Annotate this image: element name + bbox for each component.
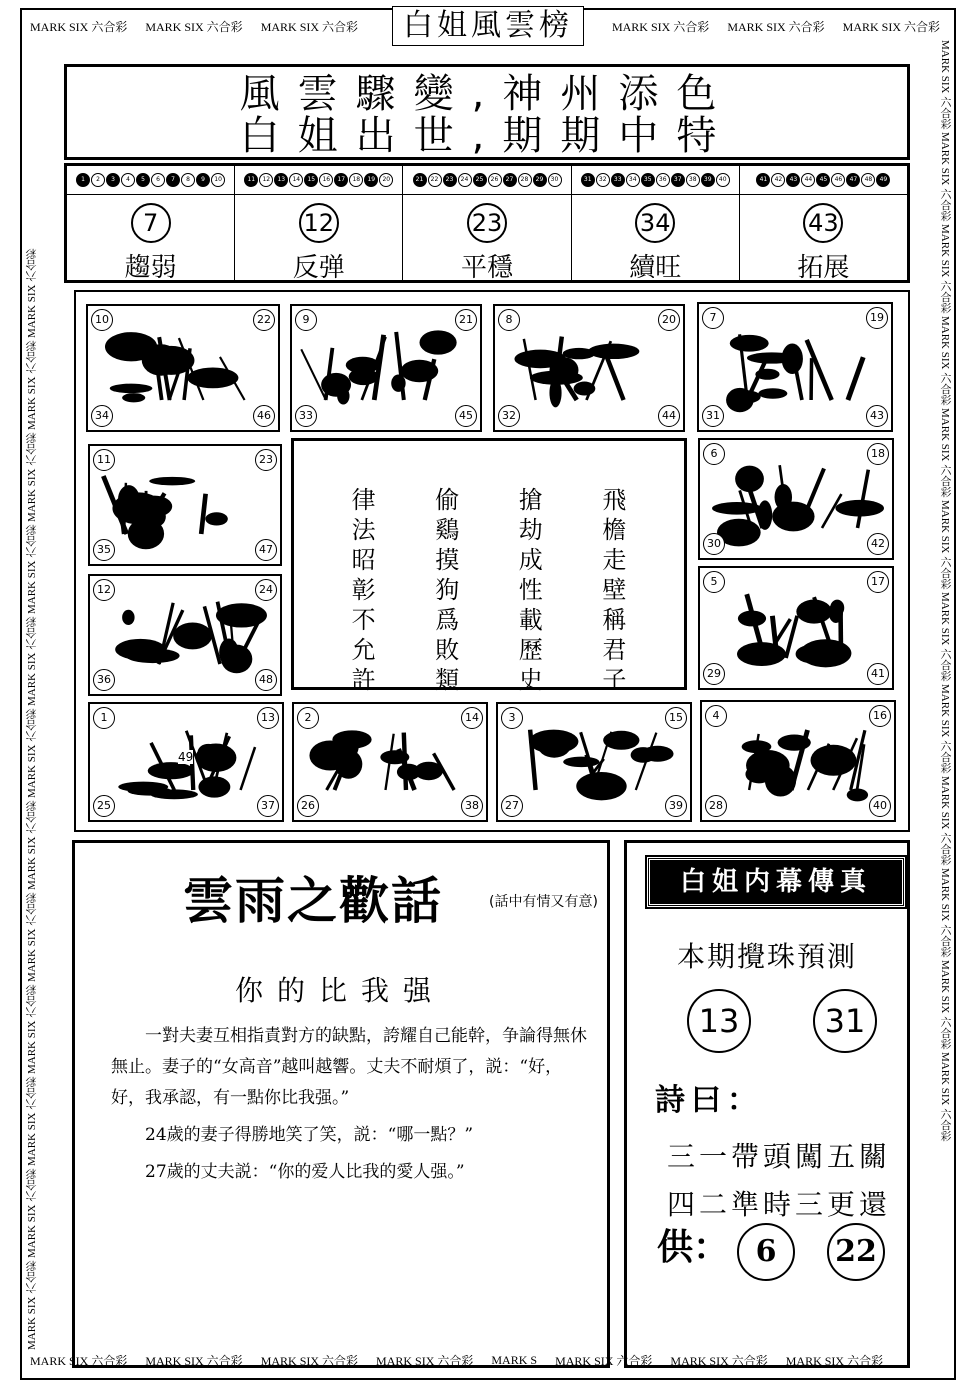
- story-paragraph: 一對夫妻互相指責對方的缺點，誇耀自己能幹，争論得無休無止。妻子的“女高音”越叫越響。丈夫不耐煩了，説：“好，好，我承認，有一點你比我强。”: [111, 1026, 587, 1108]
- ink-blob: [747, 352, 796, 363]
- watermark-text: MARK SIX 六合彩: [26, 340, 38, 431]
- corner-number: 11: [93, 449, 115, 471]
- center-number: 49: [178, 750, 194, 764]
- number-ball: 28: [518, 173, 532, 187]
- ink-blob: [563, 757, 599, 768]
- zodiac-picture: [86, 304, 280, 432]
- corner-number: 17: [867, 571, 889, 593]
- watermark-text: MARK SIX 六合彩: [26, 1260, 38, 1350]
- corner-number: 37: [257, 795, 279, 817]
- number-ball: 7: [166, 173, 180, 187]
- trend-cell: [67, 166, 235, 283]
- trend-label: 拓展: [797, 253, 850, 283]
- corner-number: 16: [869, 705, 891, 727]
- ink-stroke: [404, 733, 406, 790]
- watermark-text: MARK SIX 六合彩: [842, 19, 940, 34]
- corner-number: 33: [295, 405, 317, 427]
- corner-number: 47: [255, 539, 277, 561]
- watermark-text: MARK SIX 六合彩: [939, 407, 951, 498]
- zodiac-picture: [700, 700, 896, 822]
- ball-row: [740, 166, 907, 195]
- corner-number: 45: [455, 405, 477, 427]
- ink-blob: [105, 332, 157, 361]
- ink-blob: [631, 747, 656, 763]
- trend-cell: [572, 166, 740, 283]
- number-ball: 32: [596, 173, 610, 187]
- corner-number: 20: [658, 309, 680, 331]
- corner-number: 24: [255, 579, 277, 601]
- number-ball: 9: [196, 173, 210, 187]
- ink-blob: [419, 330, 456, 354]
- corner-number: 18: [867, 443, 889, 465]
- ink-sketch-illustration: [498, 704, 690, 820]
- watermark-text: MARK SIX 六合彩: [939, 40, 951, 130]
- number-ball: 13: [274, 173, 288, 187]
- ink-stroke: [840, 605, 841, 658]
- watermark-text: MARK SIX 六合彩: [939, 499, 951, 590]
- number-ball: 29: [533, 173, 547, 187]
- watermark-text: MARK SIX 六合彩: [939, 591, 951, 682]
- ink-sketch-illustration: [88, 306, 278, 430]
- number-ball: 27: [503, 173, 517, 187]
- corner-number: 2: [297, 707, 319, 729]
- corner-number: 8: [498, 309, 520, 331]
- page-title: 白姐風雲榜: [392, 6, 584, 46]
- watermark-text: MARK SIX 六合彩: [785, 1353, 884, 1368]
- watermark-text: MARK SIX 六合彩: [26, 524, 38, 615]
- ball-row: [572, 166, 739, 195]
- ink-stroke: [858, 470, 869, 528]
- number-ball: 43: [786, 173, 800, 187]
- ink-sketch-illustration: [700, 440, 892, 558]
- corner-number: 43: [866, 405, 888, 427]
- zodiac-picture: [290, 304, 482, 432]
- number-ball: 48: [861, 173, 875, 187]
- zodiac-picture: [493, 304, 685, 432]
- corner-number: 34: [91, 405, 113, 427]
- watermark-text: MARK SIX 六合彩: [260, 19, 359, 34]
- ink-blob: [800, 639, 851, 667]
- number-ball: 26: [488, 173, 502, 187]
- trend-number: 23: [467, 203, 507, 243]
- corner-number: 30: [703, 533, 725, 555]
- trend-label: 平穩: [461, 253, 514, 283]
- zodiac-picture: [88, 574, 282, 696]
- number-ball: 23: [443, 173, 457, 187]
- number-ball: 34: [626, 173, 640, 187]
- number-ball: 44: [801, 173, 815, 187]
- poem-column: 飛檐走壁稱君子: [602, 486, 627, 694]
- trend-number-panel: [64, 163, 910, 283]
- corner-number: 13: [257, 707, 279, 729]
- supply-number: 22: [827, 1223, 885, 1281]
- trend-cell: [235, 166, 403, 283]
- trend-label: 趨弱: [124, 253, 177, 283]
- ink-blob: [115, 639, 165, 660]
- poem-heading: 詩曰：: [655, 1083, 763, 1118]
- number-ball: 11: [244, 173, 258, 187]
- story-title: 雲雨之歡話: [183, 871, 443, 930]
- zodiac-picture: [292, 702, 488, 822]
- watermark-text: MARK SIX 六合彩: [555, 1353, 653, 1368]
- number-ball: 33: [611, 173, 625, 187]
- corner-number: 1: [93, 707, 115, 729]
- corner-number: 39: [665, 795, 687, 817]
- ink-stroke: [201, 494, 205, 534]
- number-ball: 19: [364, 173, 378, 187]
- watermark-text: MARK SIX 六合彩: [727, 19, 825, 34]
- story-heading: 你的比我强: [235, 974, 446, 1007]
- corner-number: 41: [867, 663, 889, 685]
- watermark-text: MARK SIX 六合彩: [939, 131, 951, 222]
- watermark-left: [24, 40, 46, 1350]
- watermark-text: MARK SIX 六合彩: [939, 867, 951, 958]
- number-ball: 12: [259, 173, 273, 187]
- number-ball: 8: [181, 173, 195, 187]
- zodiac-picture: [496, 702, 692, 822]
- ink-blob: [529, 730, 578, 754]
- number-ball: 38: [686, 173, 700, 187]
- number-ball: 40: [716, 173, 730, 187]
- number-ball: 18: [349, 173, 363, 187]
- ink-sketch-illustration: [292, 306, 480, 430]
- number-ball: 17: [334, 173, 348, 187]
- number-ball: 20: [379, 173, 393, 187]
- ink-blob: [563, 348, 596, 359]
- watermark-text: MARK SIX 六合彩: [939, 775, 951, 866]
- number-ball: 3: [106, 173, 120, 187]
- zodiac-picture: [697, 302, 893, 432]
- prediction-title: 本期攪珠預測: [676, 940, 857, 973]
- ink-blob: [730, 335, 769, 352]
- corner-number: 38: [461, 795, 483, 817]
- ink-stroke: [524, 339, 536, 400]
- trend-number: 34: [635, 203, 675, 243]
- watermark-right: [931, 40, 953, 1350]
- corner-number: 29: [703, 663, 725, 685]
- watermark-text: MARK SIX 六合彩: [26, 248, 38, 339]
- ink-sketch-illustration: [702, 702, 894, 820]
- number-ball: 37: [671, 173, 685, 187]
- corner-number: 14: [461, 707, 483, 729]
- corner-number: 44: [658, 405, 680, 427]
- corner-number: 27: [501, 795, 523, 817]
- corner-number: 7: [702, 307, 724, 329]
- story-body: [111, 1021, 591, 1194]
- ink-blob: [745, 765, 772, 783]
- corner-number: 19: [866, 307, 888, 329]
- watermark-text: MARK SIX 六合彩: [939, 683, 951, 774]
- zodiac-picture: [698, 438, 894, 560]
- ink-sketch-illustration: [495, 306, 683, 430]
- story-paragraph: 24歲的妻子得勝地笑了笑，説：“哪一點？”: [145, 1125, 474, 1145]
- number-ball: 30: [548, 173, 562, 187]
- corner-number: 4: [705, 705, 727, 727]
- number-ball: 25: [473, 173, 487, 187]
- watermark-text: MARK SIX 六合彩: [145, 19, 243, 34]
- prediction-number: 13: [687, 989, 751, 1053]
- story-subtitle: (話中有情又有意): [489, 894, 598, 910]
- watermark-text: MARK SIX 六合彩: [26, 708, 38, 799]
- zodiac-picture: [698, 566, 894, 690]
- ink-blob: [122, 610, 134, 625]
- number-ball: 24: [458, 173, 472, 187]
- corner-number: 31: [702, 405, 724, 427]
- watermark-text: MARK SIX 六合彩: [376, 1353, 474, 1368]
- watermark-text: MARK SIX 六合彩: [611, 19, 710, 34]
- watermark-text: MARK S: [491, 1352, 538, 1367]
- number-ball: 16: [319, 173, 333, 187]
- ball-row: [403, 166, 570, 195]
- ink-stroke: [241, 747, 255, 790]
- corner-number: 32: [498, 405, 520, 427]
- watermark-text: MARK SIX 六合彩: [30, 19, 128, 34]
- ink-blob: [588, 344, 639, 359]
- slogan-line-2: 白姐出世,期期中特: [239, 113, 735, 159]
- number-ball: 46: [831, 173, 845, 187]
- trend-cell: [740, 166, 907, 283]
- ink-stroke: [301, 349, 326, 400]
- zodiac-picture: [88, 444, 282, 566]
- number-ball: 45: [816, 173, 830, 187]
- watermark-text: MARK SIX 六合彩: [26, 432, 38, 523]
- ink-blob: [205, 512, 228, 525]
- corner-number: 21: [455, 309, 477, 331]
- watermark-text: MARK SIX 六合彩: [26, 984, 38, 1075]
- watermark-text: MARK SIX 六合彩: [260, 1353, 359, 1368]
- watermark-text: MARK SIX 六合彩: [939, 959, 951, 1050]
- number-ball: 10: [211, 173, 225, 187]
- corner-number: 15: [665, 707, 687, 729]
- ink-blob: [758, 388, 787, 399]
- number-ball: 47: [846, 173, 860, 187]
- poem-line: 三一帶頭闖五關: [667, 1140, 892, 1173]
- number-ball: 41: [756, 173, 770, 187]
- trend-number: 12: [299, 203, 339, 243]
- ink-sketch-illustration: [699, 304, 891, 430]
- watermark-text: MARK SIX 六合彩: [939, 315, 951, 406]
- ball-row: [67, 166, 234, 195]
- story-panel: [72, 840, 610, 1368]
- number-ball: 6: [151, 173, 165, 187]
- trend-label: 續旺: [629, 253, 682, 283]
- watermark-text: MARK SIX 六合彩: [670, 1353, 768, 1368]
- ink-blob: [122, 393, 145, 402]
- slogan-box: [64, 64, 910, 160]
- corner-number: 26: [297, 795, 319, 817]
- corner-number: 3: [501, 707, 523, 729]
- ink-blob: [148, 762, 194, 779]
- story-paragraph: 27歲的丈夫説：“你的爱人比我的愛人强。”: [145, 1162, 465, 1182]
- prediction-number: 31: [813, 989, 877, 1053]
- number-ball: 15: [304, 173, 318, 187]
- corner-number: 42: [867, 533, 889, 555]
- ball-row: [235, 166, 402, 195]
- number-ball: 21: [413, 173, 427, 187]
- corner-number: 5: [703, 571, 725, 593]
- trend-cell: [403, 166, 571, 283]
- ink-blob: [118, 782, 168, 792]
- ink-blob: [847, 788, 868, 801]
- corner-number: 10: [91, 309, 113, 331]
- ink-blob: [110, 384, 153, 393]
- corner-number: 12: [93, 579, 115, 601]
- inside-news-banner: 白姐内幕傳真: [647, 857, 905, 907]
- watermark-text: MARK SIX 六合彩: [939, 1051, 951, 1142]
- number-ball: 2: [91, 173, 105, 187]
- number-ball: 35: [641, 173, 655, 187]
- corner-number: 22: [253, 309, 275, 331]
- watermark-text: MARK SIX 六合彩: [26, 892, 38, 983]
- poem-line: 四二準時三更還: [667, 1188, 892, 1221]
- poem-column: 搶劫成性載歷史: [518, 486, 543, 694]
- corner-number: 25: [93, 795, 115, 817]
- number-ball: 31: [581, 173, 595, 187]
- watermark-text: MARK SIX 六合彩: [939, 223, 951, 314]
- number-ball: 14: [289, 173, 303, 187]
- number-ball: 42: [771, 173, 785, 187]
- number-ball: 39: [701, 173, 715, 187]
- corner-number: 9: [295, 309, 317, 331]
- watermark-text: MARK SIX 六合彩: [30, 1353, 128, 1368]
- poem-column: 偷鷄摸狗爲敗類: [435, 486, 460, 694]
- ink-blob: [173, 622, 212, 649]
- poem-column: 律法昭彰不允許: [351, 486, 376, 694]
- number-ball: 5: [136, 173, 150, 187]
- watermark-text: MARK SIX 六合彩: [26, 800, 38, 891]
- watermark-text: MARK SIX 六合彩: [26, 616, 38, 707]
- trend-label: 反弹: [292, 253, 345, 283]
- ink-stroke: [848, 357, 863, 400]
- watermark-text: MARK SIX 六合彩: [26, 1168, 38, 1259]
- number-ball: 1: [76, 173, 90, 187]
- supply-number: 6: [737, 1223, 795, 1281]
- number-ball: 4: [121, 173, 135, 187]
- number-ball: 22: [428, 173, 442, 187]
- corner-number: 46: [253, 405, 275, 427]
- corner-number: 6: [703, 443, 725, 465]
- center-poem: [291, 438, 687, 694]
- slogan-line-1: 風雲驟變,神州添色: [239, 71, 735, 117]
- ink-sketch-illustration: [294, 704, 486, 820]
- trend-number: 43: [803, 203, 843, 243]
- corner-number: 36: [93, 669, 115, 691]
- watermark-text: MARK SIX 六合彩: [145, 1353, 243, 1368]
- ink-sketch-illustration: [700, 568, 892, 688]
- corner-number: 28: [705, 795, 727, 817]
- supply-label: 供：: [657, 1227, 730, 1268]
- corner-number: 48: [255, 669, 277, 691]
- ink-sketch-illustration: [90, 576, 280, 694]
- corner-number: 35: [93, 539, 115, 561]
- ink-sketch-illustration: [90, 446, 280, 564]
- corner-number: 23: [255, 449, 277, 471]
- prediction-panel: [624, 840, 910, 1368]
- ink-blob: [149, 477, 195, 486]
- watermark-text: MARK SIX 六合彩: [26, 1076, 38, 1167]
- number-ball: 36: [656, 173, 670, 187]
- number-ball: 49: [876, 173, 890, 187]
- trend-number: 7: [131, 203, 171, 243]
- corner-number: 40: [869, 795, 891, 817]
- zodiac-picture: [88, 702, 284, 822]
